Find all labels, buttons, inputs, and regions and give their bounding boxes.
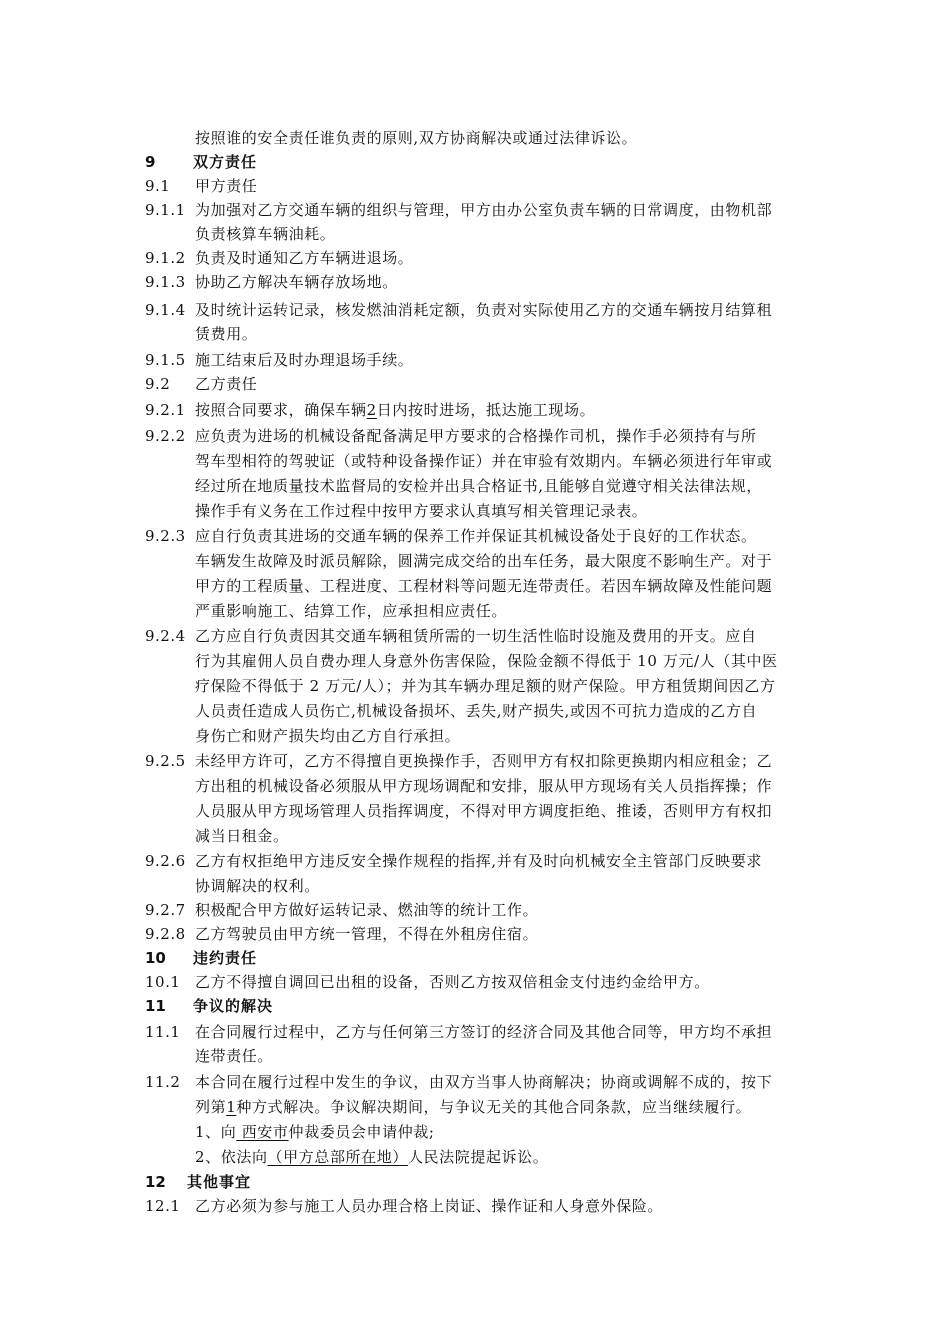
clause-number: 9.2.3	[145, 527, 186, 545]
line-text: 施工结束后及时办理退场手续。	[195, 351, 414, 369]
clause-title: 乙方责任	[195, 375, 258, 393]
line-text: 人员服从甲方现场管理人员指挥调度，不得对甲方调度拒绝、推诿，否则甲方有权扣	[195, 802, 773, 820]
section-number: 9	[145, 153, 156, 171]
clause-number: 11.1	[145, 1023, 181, 1041]
clause-number: 9.2.5	[145, 752, 186, 770]
line-text: 方出租的机械设备必须服从甲方现场调配和安排，服从甲方现场有关人员指挥操；作	[195, 777, 773, 795]
clause-number: 9.1.5	[145, 351, 186, 369]
line-text: 应自行负责其进场的交通车辆的保养工作并保证其机械设备处于良好的工作状态。	[195, 527, 757, 545]
line-text-part: 仲裁委员会申请仲裁;	[288, 1123, 435, 1141]
arbitration-city: 西安市	[236, 1123, 289, 1141]
section-number: 11	[145, 997, 166, 1015]
clause-number: 9.1.1	[145, 201, 186, 219]
line-text: 为加强对乙方交通车辆的组织与管理，甲方由办公室负责车辆的日常调度，由物机部	[195, 201, 773, 219]
line-text: 驾车型相符的驾驶证（或特种设备操作证）并在审验有效期内。车辆必须进行年审或	[195, 452, 773, 470]
clause-number: 9.2.2	[145, 427, 186, 445]
line-text: 乙方必须为参与施工人员办理合格上岗证、操作证和人身意外保险。	[195, 1197, 664, 1215]
clause-number: 9.2.8	[145, 925, 186, 943]
section-title: 争议的解决	[193, 997, 274, 1015]
line-text: 乙方应自行负责因其交通车辆租赁所需的一切生活性临时设施及费用的开支。应自	[195, 627, 757, 645]
section-title: 其他事宜	[187, 1173, 252, 1191]
line-text-part: 1、向	[195, 1123, 237, 1141]
line-text: 乙方驾驶员由甲方统一管理，不得在外租房住宿。	[195, 925, 539, 943]
line-text	[195, 398, 595, 422]
clause-number: 9.1.2	[145, 249, 186, 267]
line-text: 车辆发生故障及时派员解除，圆满完成交给的出车任务，最大限度不影响生产。对于	[195, 552, 773, 570]
line-text: 人员责任造成人员伤亡,机械设备损坏、丢失,财产损失,或因不可抗力造成的乙方自	[195, 702, 758, 720]
clause-number: 9.2	[145, 375, 171, 393]
line-text: 连带责任。	[195, 1047, 274, 1065]
clause-number: 12.1	[145, 1197, 181, 1215]
line-text: 严重影响施工、结算工作，应承担相应责任。	[195, 602, 508, 620]
court-location: （甲方总部所在地）	[267, 1148, 408, 1166]
line-text	[195, 1095, 751, 1119]
clause-number: 10.1	[145, 973, 181, 991]
clause-number: 9.2.1	[145, 401, 186, 419]
line-text: 应负责为进场的机械设备配备满足甲方要求的合格操作司机，操作手必须持有与所	[195, 427, 757, 445]
line-text-part: 按照合同要求，确保车辆	[195, 401, 367, 419]
line-text: 未经甲方许可，乙方不得擅自更换操作手，否则甲方有权扣除更换期内相应租金；乙	[195, 752, 773, 770]
line-text: 积极配合甲方做好运转记录、燃油等的统计工作。	[195, 901, 539, 919]
line-text: 本合同在履行过程中发生的争议，由双方当事人协商解决；协商或调解不成的，按下	[195, 1073, 773, 1091]
line-text: 经过所在地质量技术监督局的安检并出具合格证书,且能够自觉遵守相关法律法规，	[195, 477, 762, 495]
section-number: 12	[145, 1173, 166, 1191]
line-text: 负责核算车辆油耗。	[195, 225, 336, 243]
section-title: 双方责任	[193, 153, 258, 171]
line-text: 乙方不得擅自调回已出租的设备，否则乙方按双倍租金支付违约金给甲方。	[195, 973, 710, 991]
section-title: 违约责任	[193, 949, 258, 967]
line-text: 操作手有义务在工作过程中按甲方要求认真填写相关管理记录表。	[195, 502, 648, 520]
line-text: 赁费用。	[195, 325, 258, 343]
line-text-part: 种方式解决。争议解决期间，与争议无关的其他合同条款，应当继续履行。	[236, 1098, 752, 1116]
line-text: 负责及时通知乙方车辆进退场。	[195, 249, 414, 267]
line-text: 甲方的工程质量、工程进度、工程材料等问题无连带责任。若因车辆故障及性能问题	[195, 577, 773, 595]
line-text: 身伤亡和财产损失均由乙方自行承担。	[195, 727, 461, 745]
line-text: 协助乙方解决车辆存放场地。	[195, 273, 398, 291]
line-text-part: 日内按时进场，抵达施工现场。	[376, 401, 596, 419]
line-text: 按照谁的安全责任谁负责的原则,双方协商解决或通过法律诉讼。	[195, 129, 638, 147]
line-text: 乙方有权拒绝甲方违反安全操作规程的指挥,并有及时向机械安全主管部门反映要求	[195, 852, 762, 870]
line-text: 疗保险不得低于 2 万元/人）；并为其车辆办理足额的财产保险。甲方租赁期间因乙方	[195, 677, 776, 695]
days-value: 2	[366, 401, 377, 419]
clause-number: 11.2	[145, 1073, 181, 1091]
clause-number: 9.2.7	[145, 901, 186, 919]
line-text: 在合同履行过程中，乙方与任何第三方签订的经济合同及其他合同等，甲方均不承担	[195, 1023, 773, 1041]
clause-number: 9.1.4	[145, 301, 186, 319]
line-text: 行为其雇佣人员自费办理人身意外伤害保险，保险金额不得低于 10 万元/人（其中医	[195, 652, 778, 670]
method-choice-value: 1	[226, 1098, 237, 1116]
line-text: 协调解决的权利。	[195, 877, 320, 895]
line-text-part: 2、依法向	[195, 1148, 268, 1166]
clause-number: 9.2.4	[145, 627, 186, 645]
line-text: 减当日租金。	[195, 827, 289, 845]
line-text: 及时统计运转记录，核发燃油消耗定额，负责对实际使用乙方的交通车辆按月结算租	[195, 301, 773, 319]
line-text-part: 列第	[195, 1098, 227, 1116]
clause-number: 9.1.3	[145, 273, 186, 291]
clause-title: 甲方责任	[195, 177, 258, 195]
section-number: 10	[145, 949, 166, 967]
line-text	[195, 1120, 435, 1144]
line-text-part: 人民法院提起诉讼。	[407, 1148, 549, 1166]
clause-number: 9.2.6	[145, 852, 186, 870]
clause-number: 9.1	[145, 177, 171, 195]
line-text	[195, 1145, 548, 1169]
